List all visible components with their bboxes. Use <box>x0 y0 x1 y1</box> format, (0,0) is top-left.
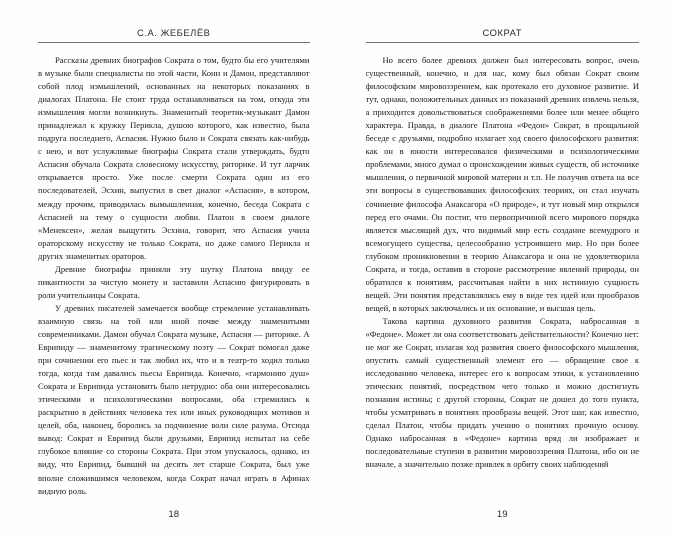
header-rule-right <box>366 42 640 43</box>
paragraph: Рассказы древних биографов Сократа о том, будто бы его учителями в музыке были специалисты по этой части, Конн и Дамон, представляют собой плод измышлений, основанных на некоторых показаниях в диалогах Платона. Не стоит труда останавливаться на том, откуда эти измышления могли возникнуть. Знаменитый теоретик-музыкант Дамон принадлежал к кружку Перикла, душою которого, как известно, была подруга последнего, Аспасия. Нужно было и Сократа связать как-нибудь с нею, и вот услужливые биографы Сократа стали утверждать, будто Аспасия обучала Сократа словесному искусству, риторике. И тут ларчик открывается просто. Уже после смерти Сократа один из его последователей, Эсхин, выпустил в свет диалог «Аспасия», в котором, между прочим, приводилась вымышленная, конечно, беседа Сократа с Аспасией на тему о сущности любви. Платон в своем диалоге «Менексен», желая выщутить Эсхина, говорит, что Аспасия учила ораторскому искусству не только Сократа, но даже самого Перикла и других знаменитых ораторов. <box>38 55 310 261</box>
paragraph: У древних писателей замечается вообще стремление устанавливать взаимную связь на той или иной почве между знаменитыми современниками. Дамон обучал Сократа музыке, Аспасия — риторике. А Еврипиду — знаменитому трагическому поэту — Сократ помогал даже при сочинении его пьес и так любил их, что и в театр-то ходил только тогда, когда там давались пьесы Еврипида. Конечно, «гармонию душ» Сократа и Еврипида установить было нетрудно: оба они интересовались этическими и психологическими вопросами, оба стремились к раскрытию в действиях человека тех или иных руководящих мотивов и целей, оба, наконец, боролись за подчинение воли силе разума. Отсюда вывод: Сократ и Еврипид были друзьями, Еврипид испытал на себе глубокое влияние со стороны Сократа. При этом упускалось, однако, из виду, что Еврипид, бывший на десять лет старше Сократа, был уже вполне сложившимся человеком, когда Сократ начал играть в Афинах видную роль. <box>38 302 310 495</box>
paragraph: Древние биографы приняли эту шутку Платона ввиду ее пикантности за чистую монету и заставили Аспасию фигурировать в роли учительницы Сократа. <box>38 263 310 300</box>
running-head-left: С.А. ЖЕБЕЛЁВ <box>137 27 211 38</box>
paragraph: Такова картина духовного развития Сократа, набросанная в «Федоне». Может ли она соответствовать действительности? Конечно нет: не мог же Сократ, излагая ход развития своего философского мышления, опустить самый существенный элемент его — обращение свое к исследованию человека, интерес его к вопросам этики, к установлению этических понятий, посредством чего только и можно достигнуть познания истины; с другой стороны, Сократ не дошел до того пункта, чтобы усматривать в понятиях прообразы вещей. Этот шаг, как известно, сделал Платон, чтобы придать учению о понятиях прочную основу. Однако набросанная в «Федоне» картина вряд ли изображает и последовательные ступени в развитии мировоззрения Платона, ибо он не вначале, а значительно позже привлек в орбиту своих наблюдений <box>365 315 639 470</box>
body-text-right <box>366 54 640 495</box>
page-right <box>338 0 675 540</box>
body-text-left <box>38 54 310 495</box>
page-number-right: 19 <box>496 509 508 520</box>
page-number-left: 18 <box>168 509 180 520</box>
paragraph: Но всего более древних должен был интересовать вопрос, очень существенный, конечно, и для нас, кому был обязан Сократ своим философским мировоззрением, как протекало его духовное развитие. И тут, однако, положительных данных из показаний древних извлечь нельзя, а приходится довольствоваться соображениями более или менее общего характера. Правда, в диалоге Платона «Федон» Сократ, в прощальной беседе с друзьями, подробно излагает ход своего философского развития: как он в юности интересовался физическими и психологическими проблемами, много думал о происхождении живых существ, об источнике мышления, о первичной мировой материи и т.п. Не получив ответа на все эти вопросы в существовавших философских теориях, он стал изучать сочинение философа Анаксагора «О природе», и тут новый мир открылся перед его очами. Он постиг, что первопричиной всего мирового порядка является мыслящий дух, что видимый мир есть создание всемудрого и всемогущего существа, целесообразно устроившего мир. Но при более глубоком проникновении в теорию Анаксагора и она не удовлетворила Сократа, и тогда, оставив в стороне рассмотрение явлений природы, он обратился к понятиям, рассчитывая найти в них истинную сущность вещей. Эти понятия представлялись ему в виде тех идей или прообразов вещей, в которых заключались и их основание, и высшая цель. <box>365 55 639 313</box>
running-head-right: СОКРАТ <box>482 27 522 38</box>
header-rule-left <box>38 42 310 43</box>
